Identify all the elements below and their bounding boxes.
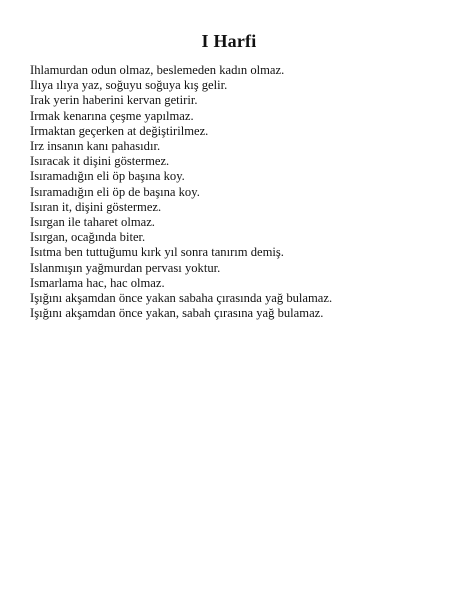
proverb-line: Irz insanın kanı pahasıdır. xyxy=(30,139,161,154)
proverb-line: Ismarlama hac, hac olmaz. xyxy=(30,275,165,290)
proverb-line: Isıran it, dişini göstermez. xyxy=(30,199,162,214)
proverb-line: Isıramadığın eli öp başına koy. xyxy=(30,169,185,184)
proverb-line: Işığını akşamdan önce yakan sabaha çırasında yağ bulamaz. xyxy=(30,291,333,306)
proverb-list xyxy=(30,63,445,321)
proverb-line: Ilıya ılıya yaz, soğuyu soğuya kış gelir. xyxy=(30,78,228,93)
proverb-line: Irmaktan geçerken at değiştirilmez. xyxy=(30,123,209,138)
proverb-line: Isıramadığın eli öp de başına koy. xyxy=(30,184,200,199)
proverb-line: Ihlamurdan odun olmaz, beslemeden kadın olmaz. xyxy=(30,63,285,77)
proverb-line: Isıracak it dişini göstermez. xyxy=(30,154,170,169)
proverb-line: Irmak kenarına çeşme yapılmaz. xyxy=(30,108,194,123)
proverb-line: Isıtma ben tuttuğumu kırk yıl sonra tanırım demiş. xyxy=(30,245,284,260)
proverb-line: Irak yerin haberini kervan getirir. xyxy=(30,93,198,108)
proverb-line: Işığını akşamdan önce yakan, sabah çırasına yağ bulamaz. xyxy=(30,306,324,321)
proverb-line: Isırgan ile taharet olmaz. xyxy=(30,215,155,230)
proverb-line: Isırgan, ocağında biter. xyxy=(30,230,146,245)
page-title: I Harfi xyxy=(201,31,257,51)
proverb-line: Islanmışın yağmurdan pervası yoktur. xyxy=(30,260,221,275)
